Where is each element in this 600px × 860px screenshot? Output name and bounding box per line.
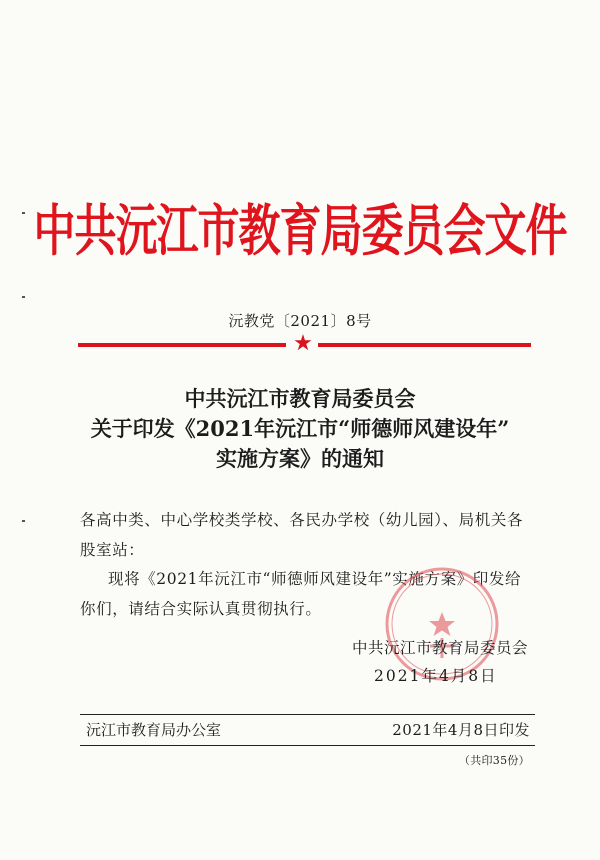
notice-title-line: 关于印发《2021年沅江市“师德师风建设年” — [90, 416, 510, 441]
recipients: 各高中类、中心学校类学校、各民办学校（幼儿园）、局机关各股室站： — [80, 511, 524, 559]
print-copies: （共印35份） — [458, 754, 530, 767]
issuing-office: 沅江市教育局办公室 — [86, 721, 222, 739]
scan-mark — [22, 296, 25, 298]
print-date: 2021年4月8日印发 — [392, 721, 530, 739]
divider-line-left — [78, 343, 286, 347]
footer-rule-top — [80, 714, 535, 715]
issue-date: 2021年4月8日 — [374, 667, 498, 685]
notice-title-line: 实施方案》的通知 — [216, 446, 384, 471]
body-paragraph: 现将《2021年沅江市“师德师风建设年”实施方案》印发给你们，请结合实际认真贯彻执行。 — [80, 570, 522, 618]
document-number: 沅教党〔2021〕8号 — [228, 312, 372, 330]
notice-title — [0, 384, 600, 474]
document-header-title: 中共沅江市教育局委员会文件 — [33, 198, 567, 264]
divider-line-right — [318, 343, 531, 347]
issuer-name: 中共沅江市教育局委员会 — [351, 639, 528, 657]
star-icon: ★ — [293, 331, 313, 356]
notice-title-line: 中共沅江市教育局委员会 — [184, 386, 416, 411]
footer-rule-bottom — [80, 745, 535, 746]
scan-mark — [22, 520, 25, 522]
